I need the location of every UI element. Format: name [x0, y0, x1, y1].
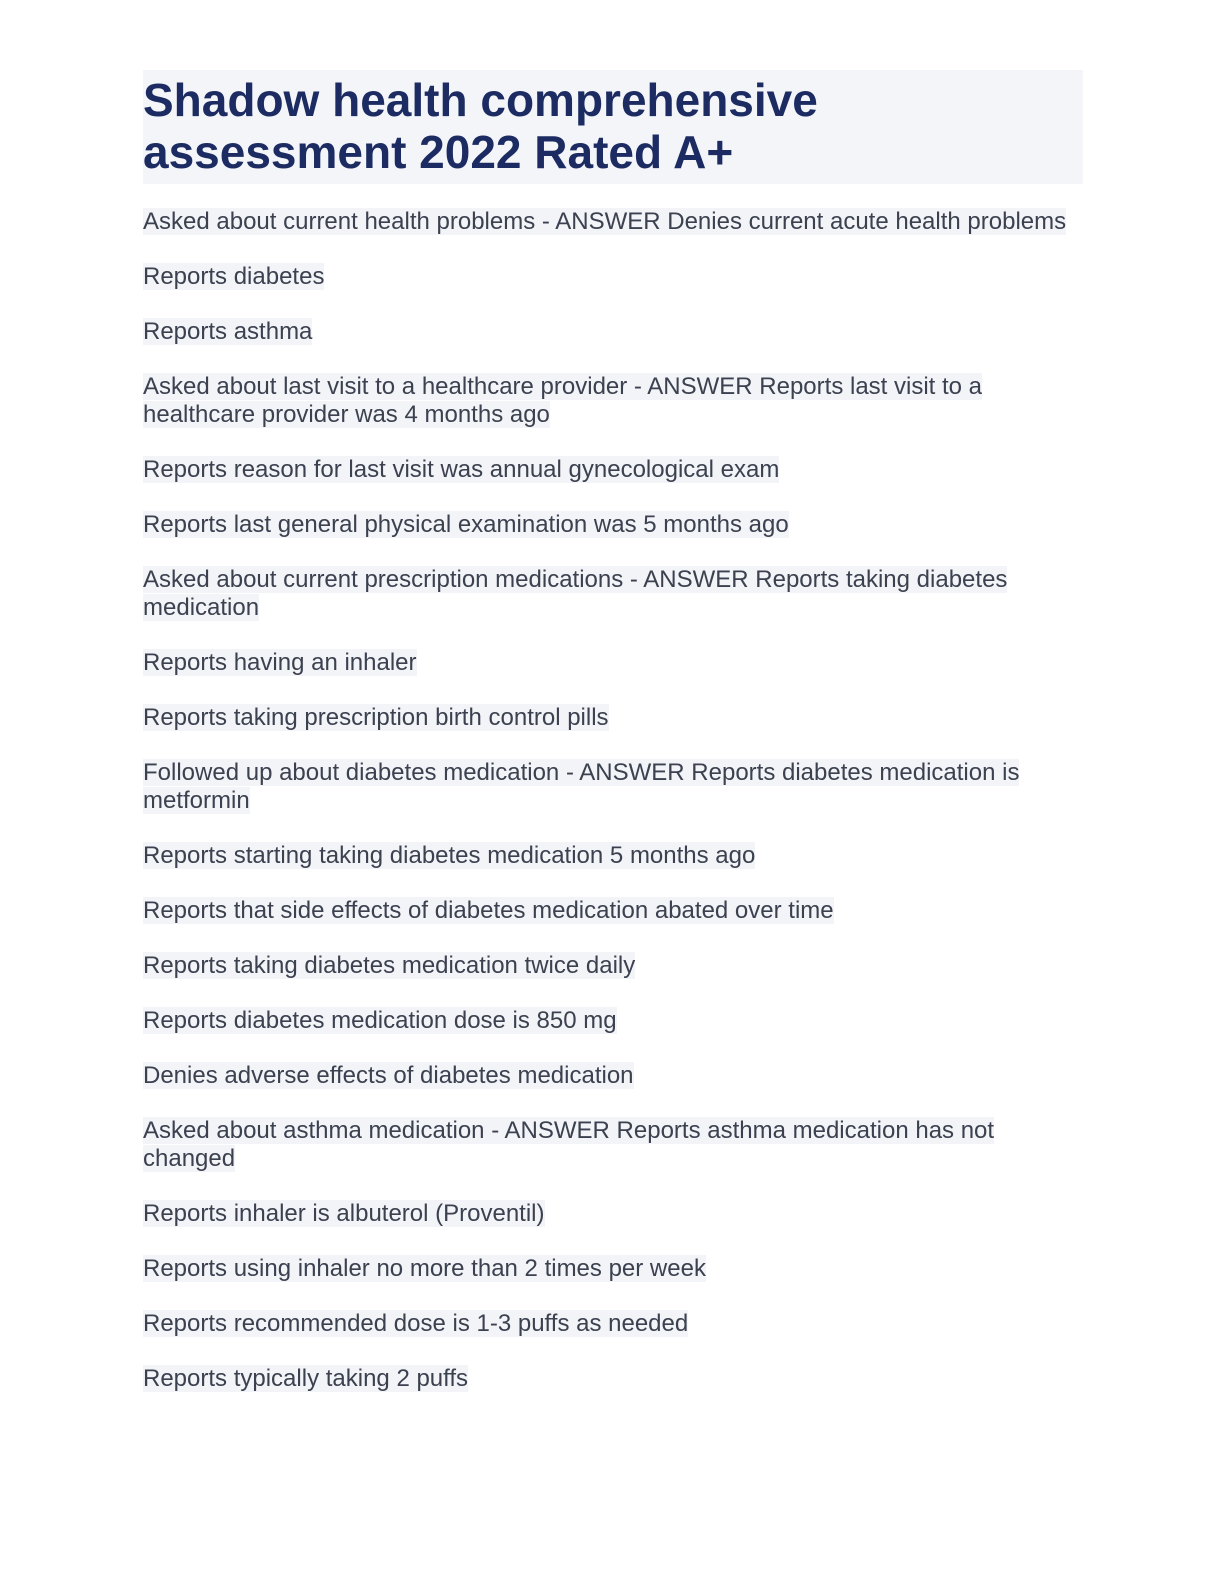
statement-text: Reports starting taking diabetes medication 5 months ago: [143, 842, 756, 869]
statement: [143, 318, 1083, 346]
statement: [143, 704, 1083, 732]
statement: [143, 842, 1083, 870]
statement: [143, 897, 1083, 925]
statement-text: Reports diabetes medication dose is 850 mg: [143, 1007, 617, 1034]
statement-text: Reports diabetes: [143, 263, 325, 290]
statement-text: Reports taking diabetes medication twice daily: [143, 952, 636, 979]
statement: [143, 1062, 1083, 1090]
statement-text: Reports taking prescription birth control pills: [143, 704, 609, 731]
statement: [143, 263, 1083, 291]
statement-text: Reports asthma: [143, 318, 313, 345]
statement: [143, 511, 1083, 539]
statement-text: Asked about current prescription medications - ANSWER Reports taking diabetes medication: [143, 566, 1008, 621]
statement-text: Reports using inhaler no more than 2 times per week: [143, 1255, 706, 1282]
statement: [143, 759, 1083, 815]
statement: [143, 1310, 1083, 1338]
statement-text: Reports having an inhaler: [143, 649, 417, 676]
page-title: Shadow health comprehensive assessment 2022 Rated A+: [143, 70, 1083, 184]
statement: [143, 649, 1083, 677]
statement-text: Reports inhaler is albuterol (Proventil): [143, 1200, 545, 1227]
statement-text: Reports typically taking 2 puffs: [143, 1365, 469, 1392]
statement: [143, 566, 1083, 622]
statement: [143, 1200, 1083, 1228]
statement: [143, 1365, 1083, 1393]
statement: [143, 208, 1083, 236]
statement-text: Asked about current health problems - ANSWER Denies current acute health problems: [143, 208, 1067, 235]
statement: [143, 1007, 1083, 1035]
statement-text: Reports that side effects of diabetes medication abated over time: [143, 897, 834, 924]
statement: [143, 1117, 1083, 1173]
statement-text: Asked about last visit to a healthcare provider - ANSWER Reports last visit to a healthcare provider was 4 months ago: [143, 373, 983, 428]
statement: [143, 1255, 1083, 1283]
statement: [143, 456, 1083, 484]
statement: [143, 952, 1083, 980]
statement-text: Denies adverse effects of diabetes medication: [143, 1062, 634, 1089]
statement: [143, 373, 1083, 429]
statement-text: Reports recommended dose is 1-3 puffs as needed: [143, 1310, 689, 1337]
statement-text: Reports last general physical examination was 5 months ago: [143, 511, 789, 538]
statement-text: Asked about asthma medication - ANSWER Reports asthma medication has not changed: [143, 1117, 995, 1172]
statement-text: Followed up about diabetes medication - ANSWER Reports diabetes medication is metformin: [143, 759, 1020, 814]
statement-text: Reports reason for last visit was annual gynecological exam: [143, 456, 780, 483]
